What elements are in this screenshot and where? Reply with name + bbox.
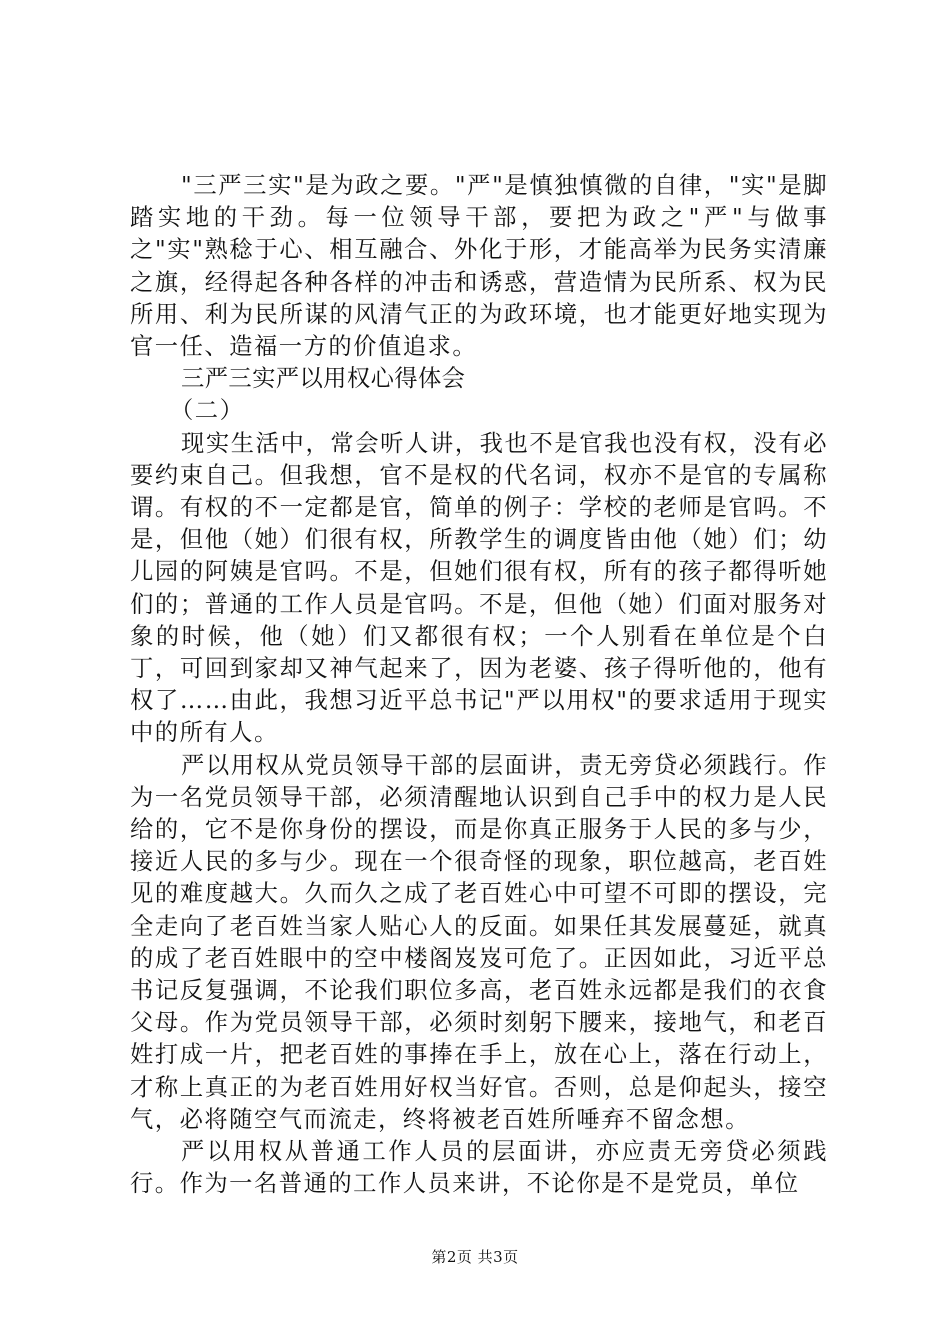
paragraph-everyday-power: 现实生活中，常会听人讲，我也不是官我也没有权，没有必要约束自己。但我想，官不是权的代名词，权亦不是官的专属称谓。有权的不一定都是官，简单的例子：学校的老师是官吗。不是，但他（她）们很有权，所教学生的调度皆由他（她）们；幼儿园的阿姨是官吗。不是，但她们很有权，所有的孩子都得听她们的；普通的工作人员是官吗。不是，但他（她）们面对服务对象的时候，他（她）们又都很有权；一个人别看在单位是个白丁，可回到家却又神气起来了，因为老婆、孩子得听他的，他有权了……由此，我想习近平总书记"严以用权"的要求适用于现实中的所有人。 [130,429,828,747]
document-body [130,170,828,1201]
section-title: 三严三实严以用权心得体会 [181,365,466,393]
paragraph-intro: "三严三实"是为政之要。"严"是慎独慎微的自律，"实"是脚踏实地的干劲。每一位领导干部，要把为政之"严"与做事之"实"熟稔于心、相互融合、外化于形，才能高举为民务实清廉之旗，经得起各种各样的冲击和诱惑，营造情为民所系、权为民所用、利为民所谋的风清气正的为政环境，也才能更好地实现为官一任、造福一方的价值追求。 [130,172,828,361]
section-number: （二） [170,397,245,425]
paragraph-party-leaders: 严以用权从党员领导干部的层面讲，责无旁贷必须践行。作为一名党员领导干部，必须清醒地认识到自己手中的权力是人民给的，它不是你身份的摆设，而是你真正服务于人民的多与少，接近人民的多与少。现在一个很奇怪的现象，职位越高，老百姓见的难度越大。久而久之成了老百姓心中可望不可即的摆设，完全走向了老百姓当家人贴心人的反面。如果任其发展蔓延，就真的成了老百姓眼中的空中楼阁岌岌可危了。正因如此，习近平总书记反复强调，不论我们职位多高，老百姓永远都是我们的衣食父母。作为党员领导干部，必须时刻躬下腰来，接地气，和老百姓打成一片，把老百姓的事捧在手上，放在心上，落在行动上，才称上真正的为老百姓用好权当好官。否则，总是仰起头，接空气，必将随空气而流走，终将被老百姓所唾弃不留念想。 [130,751,828,1133]
paragraph-ordinary-staff: 严以用权从普通工作人员的层面讲，亦应责无旁贷必须践行。作为一名普通的工作人员来讲，不论你是不是党员，单位 [130,1138,828,1198]
page-number-footer: 第2页 共3页 [431,1248,519,1266]
